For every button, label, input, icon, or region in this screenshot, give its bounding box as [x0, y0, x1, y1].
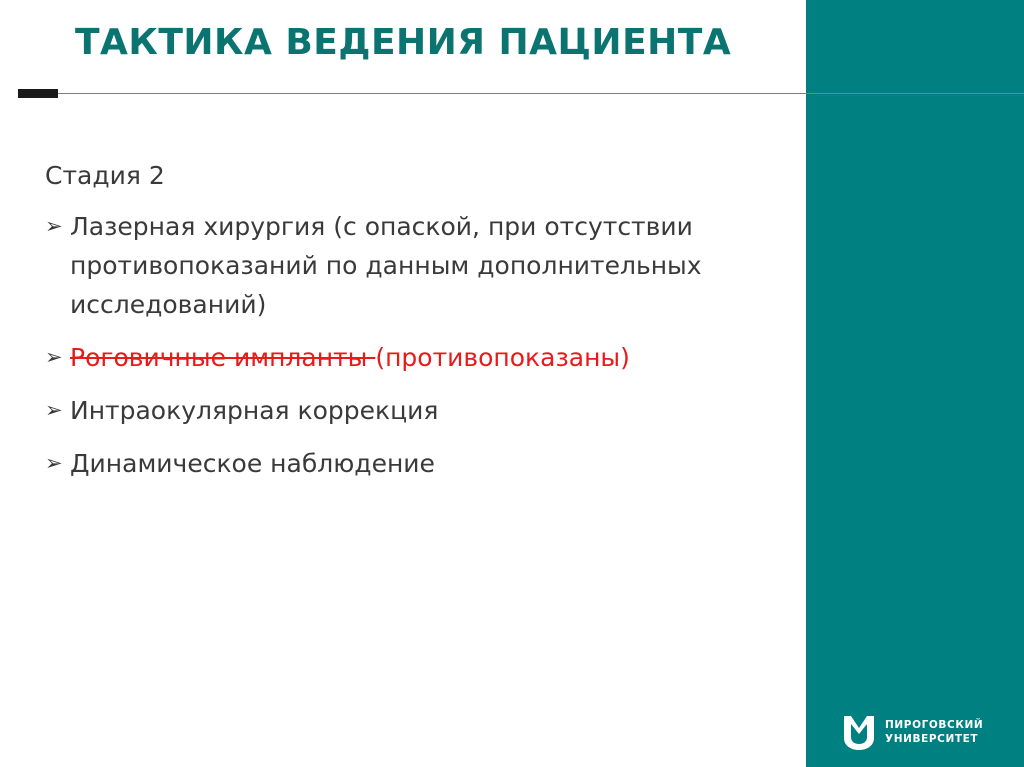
university-emblem-icon	[841, 712, 877, 752]
bullet-text: Лазерная хирургия (с опаской, при отсутствии противопоказаний по данным дополнительных исследований)	[70, 212, 702, 319]
logo-line-2: УНИВЕРСИТЕТ	[885, 733, 979, 745]
teal-side-panel	[806, 0, 1024, 767]
bullet-item-dynamic-observation	[45, 444, 790, 483]
stage-heading: Стадия 2	[45, 161, 165, 190]
arrow-bullet-icon: ➢	[45, 214, 63, 238]
logo-text	[885, 718, 983, 746]
arrow-bullet-icon: ➢	[45, 398, 63, 422]
divider-accent	[18, 89, 58, 98]
bullet-item-intraocular-correction	[45, 391, 790, 430]
arrow-bullet-icon: ➢	[45, 451, 63, 475]
logo-line-1: ПИРОГОВСКИЙ	[885, 719, 984, 731]
slide-body	[45, 156, 790, 497]
bullet-item-laser-surgery	[45, 207, 790, 324]
contraindicated-note: (противопоказаны)	[375, 343, 630, 372]
university-logo	[841, 712, 1001, 752]
bullet-text: Динамическое наблюдение	[70, 449, 435, 478]
arrow-bullet-icon: ➢	[45, 345, 63, 369]
struck-text: Роговичные импланты	[70, 343, 376, 372]
slide-title: ТАКТИКА ВЕДЕНИЯ ПАЦИЕНТА	[75, 22, 732, 63]
bullet-item-corneal-implants	[45, 338, 790, 377]
bullet-text: Интраокулярная коррекция	[70, 396, 439, 425]
title-divider	[18, 93, 1024, 94]
